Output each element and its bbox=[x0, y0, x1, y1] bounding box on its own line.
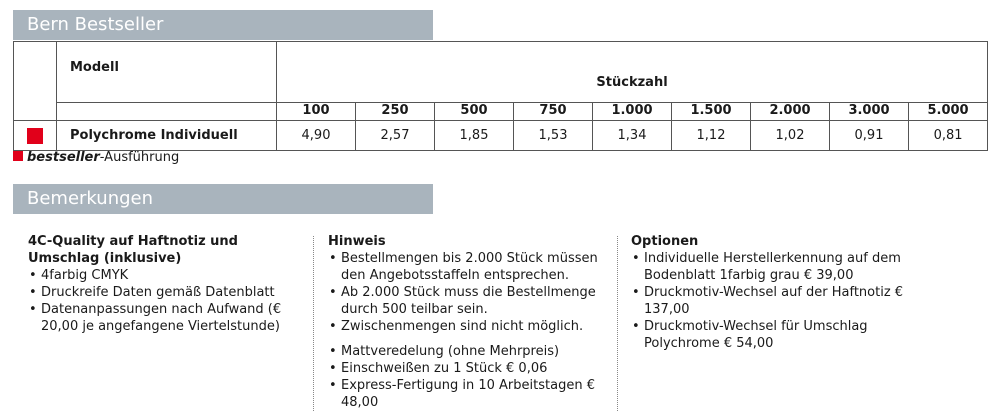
quantity-header: 1.000 bbox=[593, 103, 672, 121]
quantity-header: 100 bbox=[277, 103, 356, 121]
remarks-column-optionen bbox=[631, 233, 921, 352]
model-column-header: Modell bbox=[57, 42, 277, 103]
remark-item: • 4farbig CMYK bbox=[28, 267, 308, 284]
model-name: Polychrome Individuell bbox=[57, 121, 277, 151]
price-cell: 1,12 bbox=[672, 121, 751, 151]
quantity-header: 3.000 bbox=[830, 103, 909, 121]
remark-item: • Druckmotiv-Wechsel auf der Haftnotiz € 137,00 bbox=[631, 284, 921, 318]
price-cell: 2,57 bbox=[356, 121, 435, 151]
remark-item: • Zwischenmengen sind nicht möglich. bbox=[328, 318, 613, 335]
quantity-header: 2.000 bbox=[751, 103, 830, 121]
optionen-title: Optionen bbox=[631, 234, 699, 249]
remark-item: • Individuelle Herstellerkennung auf dem Bodenblatt 1farbig grau € 39,00 bbox=[631, 250, 921, 284]
quantity-column-header: Stückzahl bbox=[277, 42, 988, 103]
note-text: -Ausführung bbox=[99, 150, 180, 165]
marker-header-cell bbox=[14, 42, 57, 121]
remark-item: • Ab 2.000 Stück muss die Bestellmenge durch 500 teilbar sein. bbox=[328, 284, 613, 318]
quantity-header: 750 bbox=[514, 103, 593, 121]
bestseller-note bbox=[13, 150, 179, 165]
quantity-header: 5.000 bbox=[909, 103, 988, 121]
red-square-icon bbox=[13, 151, 23, 161]
quantity-header: 250 bbox=[356, 103, 435, 121]
quantity-header: 500 bbox=[435, 103, 514, 121]
price-table bbox=[13, 41, 988, 151]
remark-item: • Druckreife Daten gemäß Datenblatt bbox=[28, 284, 308, 301]
model-header-spacer bbox=[57, 103, 277, 121]
price-cell: 1,53 bbox=[514, 121, 593, 151]
bestseller-section-header: Bern Bestseller bbox=[13, 10, 433, 40]
quantity-header: 1.500 bbox=[672, 103, 751, 121]
price-cell: 0,81 bbox=[909, 121, 988, 151]
remark-item: • Einschweißen zu 1 Stück € 0,06 bbox=[328, 360, 613, 377]
price-cell: 4,90 bbox=[277, 121, 356, 151]
remark-item: • Bestellmengen bis 2.000 Stück müssen den Angebotsstaffeln entsprechen. bbox=[328, 250, 613, 284]
price-cell: 1,34 bbox=[593, 121, 672, 151]
price-cell: 1,85 bbox=[435, 121, 514, 151]
column-divider bbox=[617, 236, 618, 411]
column-divider bbox=[313, 236, 314, 411]
remark-item: • Druckmotiv-Wechsel für Umschlag Polychrome € 54,00 bbox=[631, 318, 921, 352]
remarks-column-hinweis bbox=[328, 233, 613, 411]
red-square-icon bbox=[27, 128, 43, 144]
price-cell: 1,02 bbox=[751, 121, 830, 151]
note-bold-text: bestseller bbox=[27, 150, 100, 165]
remarks-section-header: Bemerkungen bbox=[13, 184, 433, 214]
remark-item: • Mattveredelung (ohne Mehrpreis) bbox=[328, 343, 613, 360]
remark-item: • Datenanpassungen nach Aufwand (€ 20,00 je angefangene Viertelstunde) bbox=[28, 301, 308, 335]
hinweis-title: Hinweis bbox=[328, 234, 386, 249]
remarks-column-quality bbox=[28, 233, 308, 335]
price-cell: 0,91 bbox=[830, 121, 909, 151]
quality-title: 4C-Quality auf Haftnotiz und Umschlag (inklusive) bbox=[28, 234, 238, 266]
remark-item: • Express-Fertigung in 10 Arbeitstagen € 48,00 bbox=[328, 377, 613, 411]
row-marker-cell bbox=[14, 121, 57, 151]
